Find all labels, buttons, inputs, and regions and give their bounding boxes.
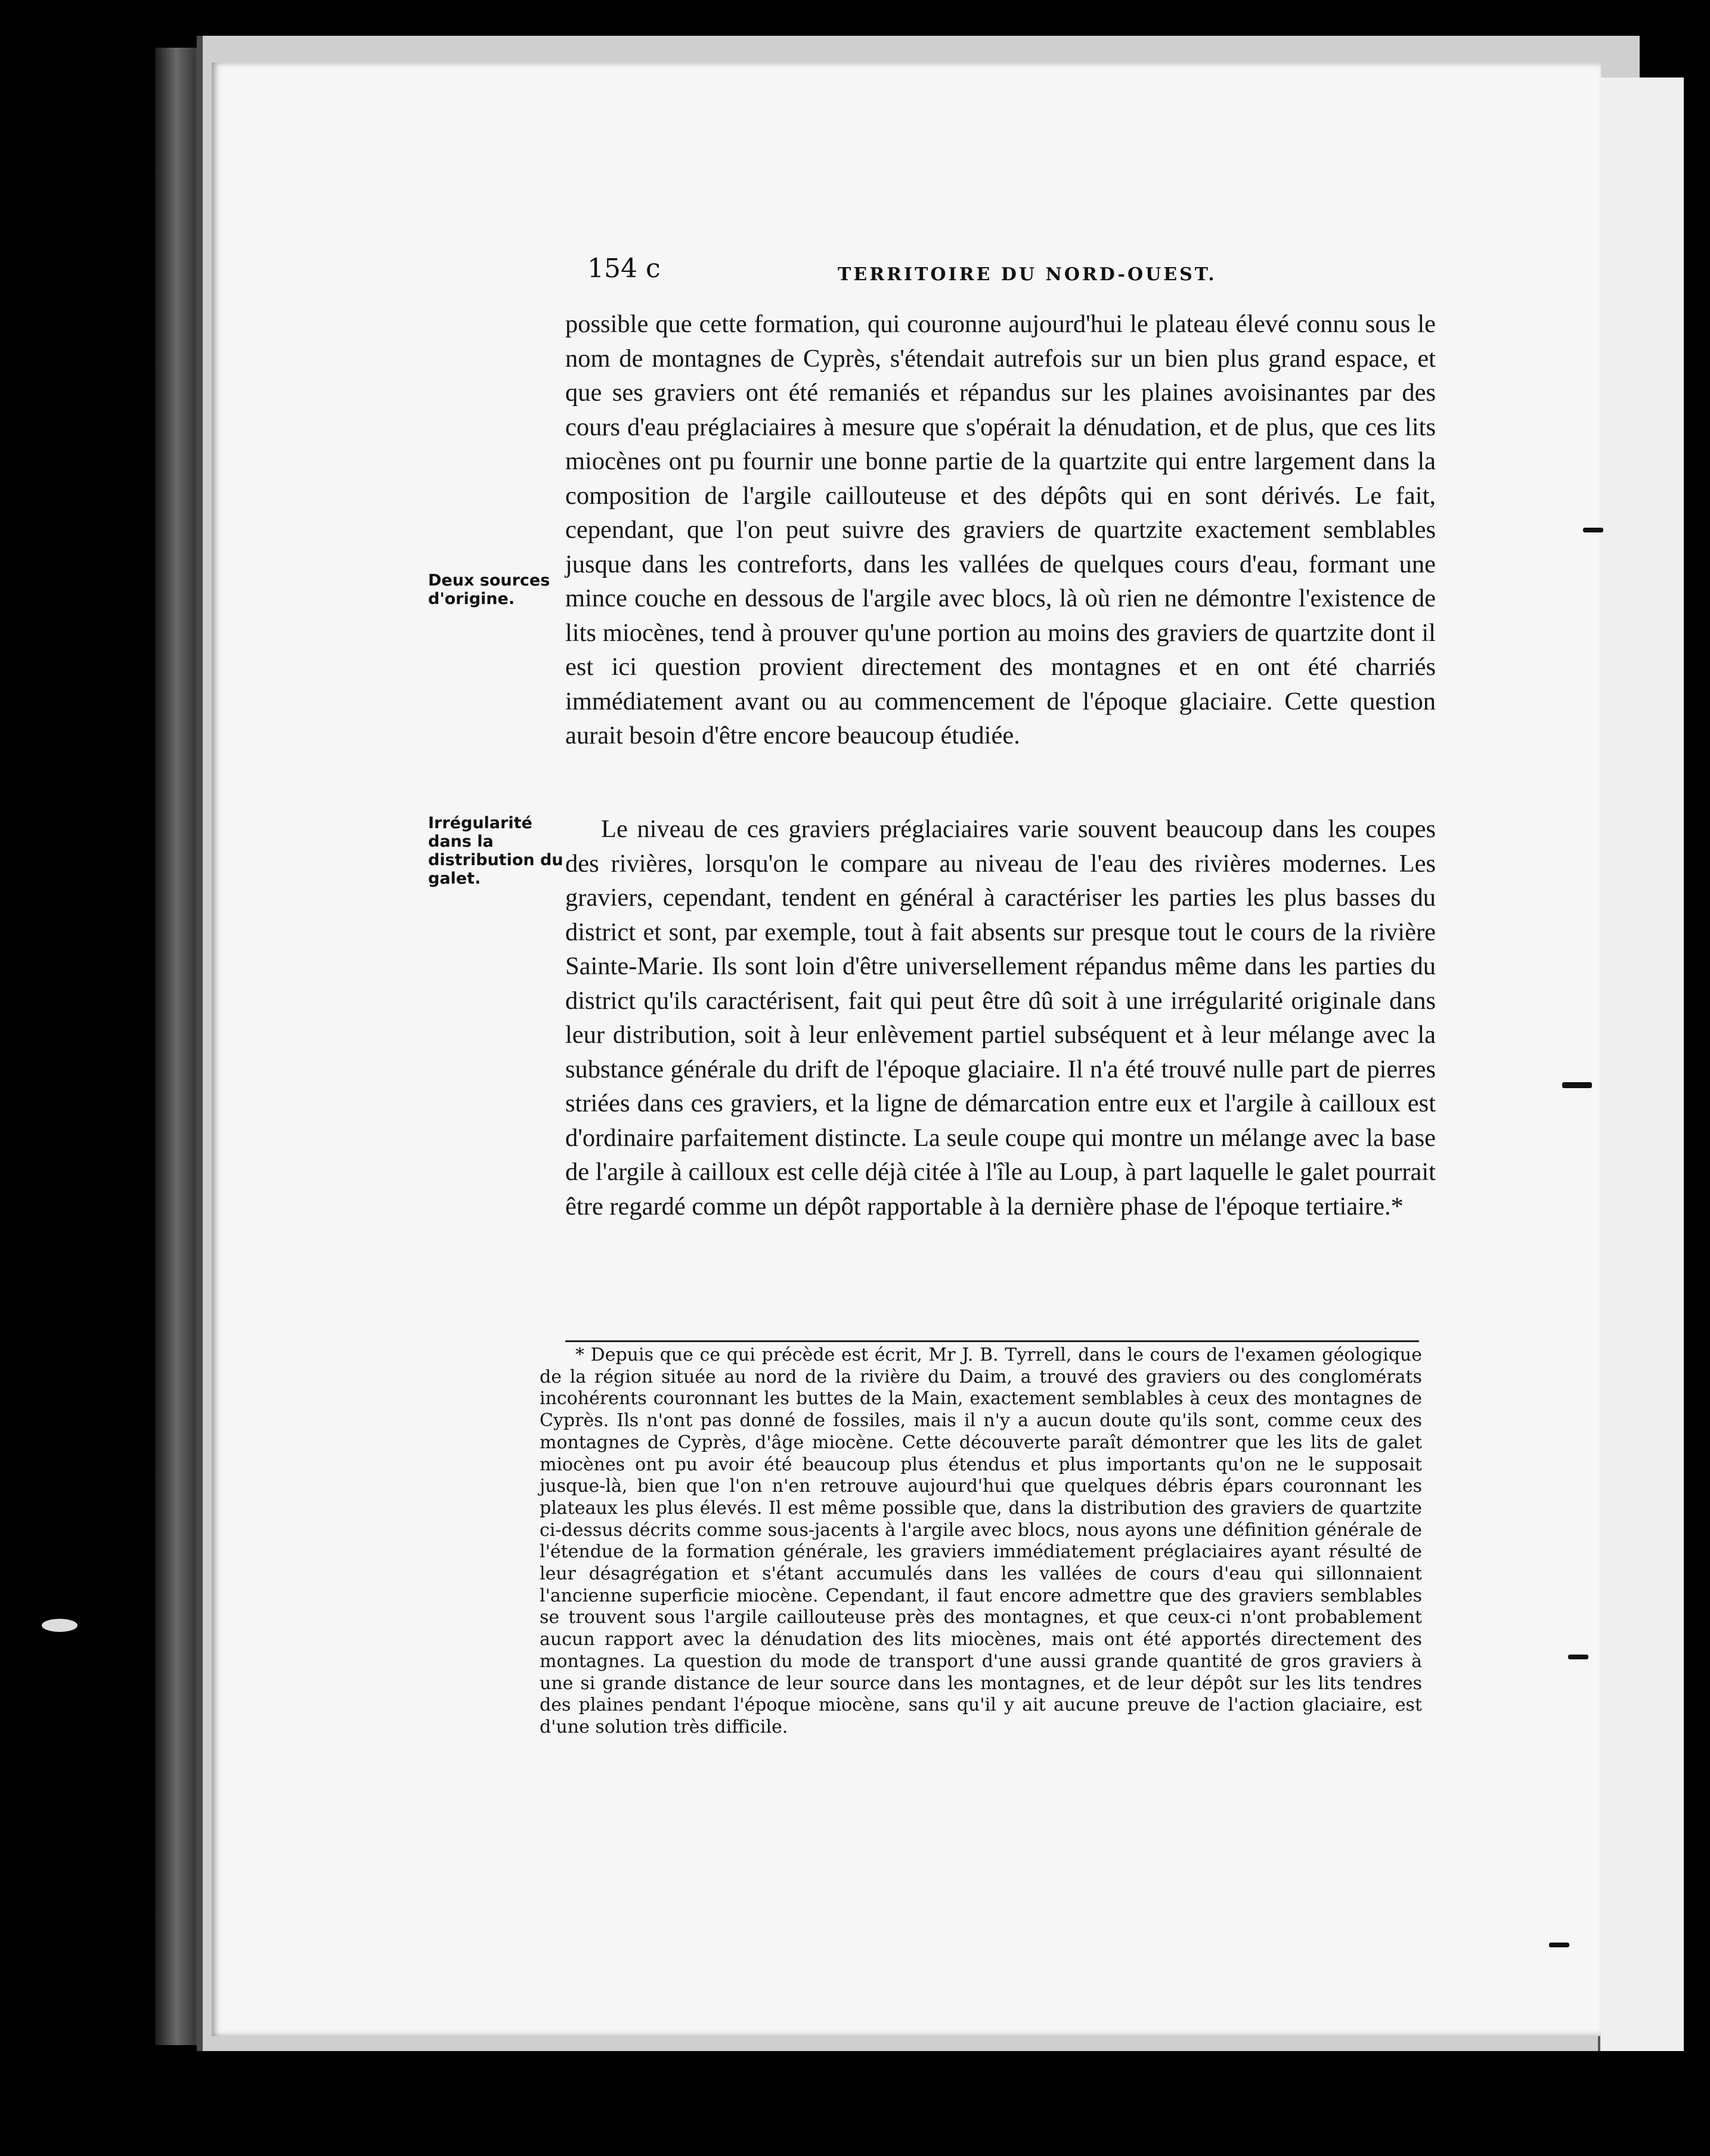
footnote: * Depuis que ce qui précède est écrit, Mr J. B. Tyrrell, dans le cours de l'examen géologique de la région située au nord de la rivière du Daim, a trouvé des graviers ou des conglomérats incohérents couronnant les buttes de la Main, exactement semblables à ceux des montagnes de Cyprès. Ils n'ont pas donné de fossiles, mais il n'y a aucun doute qu'ils sont, comme ceux des montagnes de Cyprès, d'âge miocène. Cette découverte paraît démontrer que les lits de galet miocènes ont pu avoir été beaucoup plus étendus et plus importants qu'on ne le supposait jusque-là, bien que l'on n'en retrouve aujourd'hui que quelques débris épars couronnant les plateaux les plus élevés. Il est même possible que, dans la distribution des graviers de quartzite ci-dessus décrits comme sous-jacents à l'argile avec blocs, nous ayons une définition générale de l'étendue de la formation générale, les graviers immédiatement préglaciaires ayant résulté de leur désagrégation et s'étant accumulés dans les vallées de cours d'eau qui sillonnaient l'ancienne superficie miocène. Cependant, il faut encore admettre que des graviers semblables se trouvent sous l'argile caillouteuse près des montagnes, et que ceux-ci n'ont probablement aucun rapport avec la dénudation des lits miocènes, mais ont été apportés directement des montagnes. La question du mode de transport d'une aussi grande quantité de gros graviers à une si grande distance de leur source dans les montagnes, et de leur dépôt sur les lits tendres des plaines pendant l'époque miocène, sans qu'il y ait aucune preuve de l'action glaciaire, est d'une solution très difficile. bbox=[540, 1345, 1422, 1737]
margin-note: Deux sources d'origine. bbox=[428, 571, 550, 608]
running-head: TERRITOIRE DU NORD-OUEST. bbox=[838, 264, 1217, 285]
stitch-mark bbox=[1562, 1082, 1592, 1088]
footnote-rule bbox=[565, 1340, 1419, 1342]
stitch-mark bbox=[1568, 1655, 1588, 1659]
body-paragraph: Le niveau de ces graviers préglaciaires varie souvent beaucoup dans les coupes des rivières, lorsqu'on le compare au niveau de l'eau des rivières modernes. Les graviers, cependant, tendent en général à caractériser les parties les plus basses du district et sont, par exemple, tout à fait absents sur presque tout le cours de la rivière Sainte-Marie. Ils sont loin d'être universellement répandus même dans les parties du district qu'ils caractérisent, fait qui peut être dû soit à une irrégularité originale dans leur distribution, soit à leur enlèvement partiel subséquent et à leur mélange avec la substance générale du drift de l'époque glaciaire. Il n'a été trouvé nulle part de pierres striées dans ces graviers, et la ligne de démarcation entre eux et l'argile à cailloux est d'ordinaire parfaitement distincte. La seule coupe qui montre un mélange avec la base de l'argile à cailloux est celle déjà citée à l'île au Loup, à part laquelle le galet pourrait être regardé comme un dépôt rapportable à la dernière phase de l'époque tertiaire.* bbox=[565, 815, 1436, 1221]
body-paragraph: possible que cette formation, qui couronne aujourd'hui le plateau élevé connu sous le nom de montagnes de Cyprès, s'étendait autrefois sur un bien plus grand espace, et que ses graviers ont été remaniés et répandus sur les plaines avoisinantes par des cours d'eau préglaciaires à mesure que s'opérait la dénudation, et de plus, que ces lits miocènes ont pu fournir une bonne partie de la quartzite qui entre largement dans la composition de l'argile caillouteuse et des dépôts qui en sont dérivés. Le fait, cependant, que l'on peut suivre des graviers de quartzite exactement semblables jusque dans les contreforts, dans les vallées de quelques cours d'eau, formant une mince couche en dessous de l'argile avec blocs, là où rien ne démontre l'existence de lits miocènes, tend à prouver qu'une portion au moins des graviers de quartzite dont il est ici question provient directement des montagnes et en ont été charriés immédiatement avant ou au commencement de l'époque glaciaire. Cette question aurait besoin d'être encore beaucoup étudiée. bbox=[565, 310, 1436, 749]
page-number: 154 c bbox=[587, 253, 661, 284]
scan-artifact bbox=[42, 1619, 78, 1632]
margin-note: Irrégularité dans la distribution du galet. bbox=[428, 814, 563, 888]
stitch-mark bbox=[1583, 528, 1603, 532]
stitch-mark bbox=[1549, 1943, 1569, 1947]
page-header bbox=[587, 253, 1422, 289]
facing-page-edge bbox=[1598, 78, 1684, 2051]
